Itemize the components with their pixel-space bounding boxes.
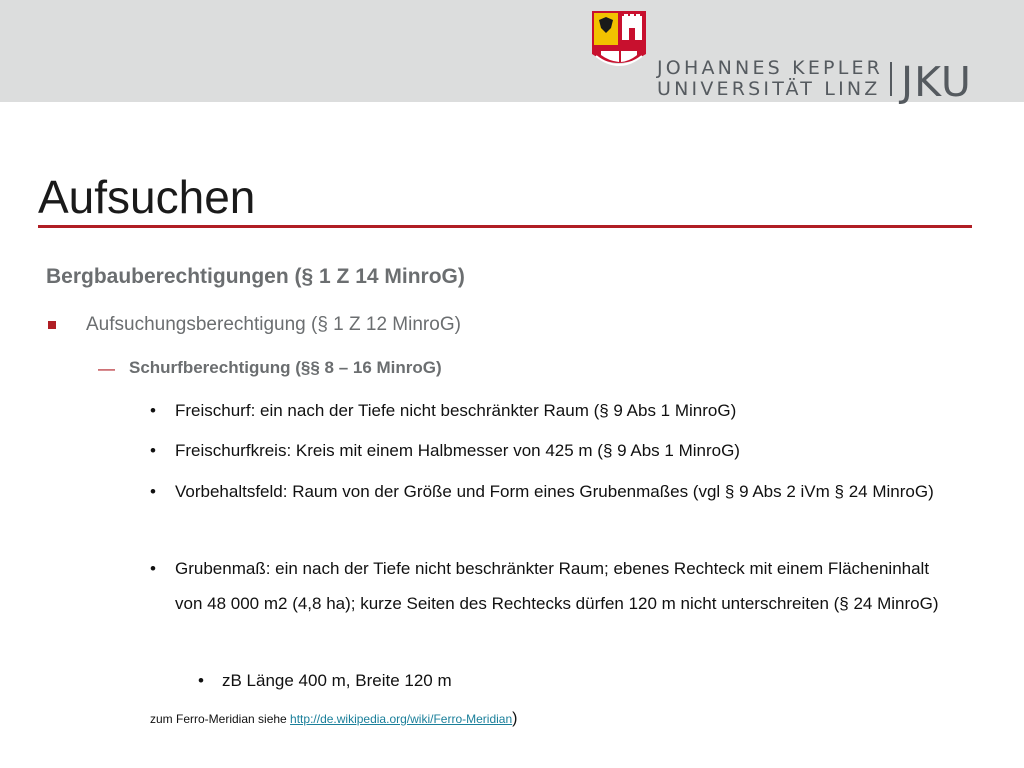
- bullet-dot: •: [150, 401, 156, 420]
- dash-bullet: —: [98, 359, 115, 378]
- level2-item: Schurfberechtigung (§§ 8 – 16 MinroG): [129, 358, 442, 377]
- logo-separator: [890, 62, 892, 96]
- level3-item: [150, 393, 970, 428]
- logo-line-1: JOHANNES KEPLER: [657, 57, 884, 79]
- level3-item: [150, 551, 950, 621]
- title-underline: [38, 225, 972, 228]
- footnote-close: ): [512, 710, 518, 727]
- bullet-dot: •: [198, 671, 204, 690]
- level1-item: Aufsuchungsberechtigung (§ 1 Z 12 MinroG): [86, 314, 461, 335]
- ferro-meridian-link[interactable]: http://de.wikipedia.org/wiki/Ferro-Meridian: [290, 712, 513, 726]
- level3-item: [150, 433, 970, 468]
- level4-text: zB Länge 400 m, Breite 120 m: [222, 671, 452, 690]
- slide-title: Aufsuchen: [38, 171, 256, 223]
- logo-jku: JKU: [901, 58, 972, 106]
- square-bullet-icon: [48, 321, 56, 329]
- footnote-text: zum Ferro-Meridian siehe: [150, 712, 291, 726]
- jku-logo: [591, 10, 981, 106]
- logo-line-2: UNIVERSITÄT LINZ: [657, 78, 881, 100]
- jku-crest-icon: [591, 10, 647, 70]
- bullet-dot: •: [150, 482, 156, 501]
- level3-text: Freischurf: ein nach der Tiefe nicht beschränkter Raum (§ 9 Abs 1 MinroG): [175, 401, 737, 420]
- section-heading: Bergbauberechtigungen (§ 1 Z 14 MinroG): [46, 265, 465, 288]
- footnote: [150, 710, 517, 728]
- level4-item: [198, 671, 452, 691]
- bullet-dot: •: [150, 559, 156, 578]
- level3-item: [150, 474, 950, 509]
- bullet-dot: •: [150, 441, 156, 460]
- level3-text: Vorbehaltsfeld: Raum von der Größe und Form eines Grubenmaßes (vgl § 9 Abs 2 iVm § 24 MinroG): [175, 482, 934, 501]
- level3-text: Freischurfkreis: Kreis mit einem Halbmesser von 425 m (§ 9 Abs 1 MinroG): [175, 441, 740, 460]
- level3-text: Grubenmaß: ein nach der Tiefe nicht beschränkter Raum; ebenes Rechteck mit einem Flächeninhalt von 48 000 m2 (4,8 ha); kurze Seiten des Rechtecks dürfen 120 m nicht unterschreiten (§ 24 MinroG): [175, 559, 939, 613]
